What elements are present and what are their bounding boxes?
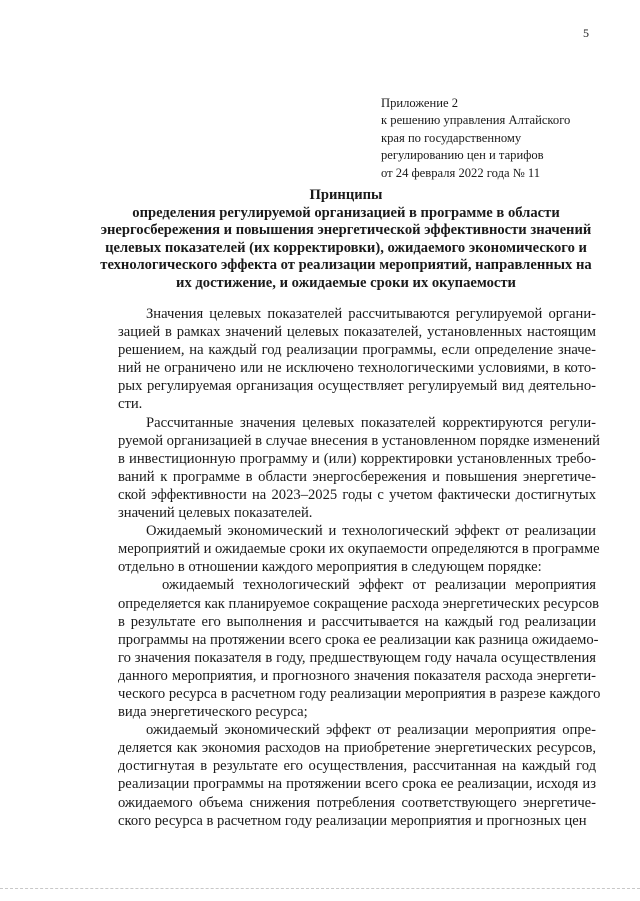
heading-line: целевых показателей (их корректировки), ожидаемого экономического и	[105, 239, 587, 256]
paragraph-line: ожидаемый технологический эффект от реализации мероприятия	[162, 577, 596, 594]
document-body	[118, 305, 601, 830]
heading-line: их достижение, и ожидаемые сроки их окупаемости	[176, 274, 516, 291]
paragraph-line: го значения показателя в году, предшествующем году начала осуществления	[118, 649, 596, 666]
heading-title: Принципы	[309, 187, 383, 203]
paragraph-line: значений целевых показателей.	[118, 505, 313, 522]
paragraph-line: ний не ограничено или не исключено технологическими условиями, в кото-	[118, 360, 596, 377]
paragraph-line: Рассчитанные значения целевых показателей корректируются регули-	[146, 414, 596, 431]
paragraph-line: Ожидаемый экономический и технологический эффект от реализации	[146, 523, 596, 540]
paragraph-line: в инвестиционную программу и (или) корректировки установленных требо-	[118, 450, 596, 467]
paragraph	[118, 721, 596, 830]
paragraph-line: реализации программы на протяжении всего срока ее реализации, исходя из	[118, 776, 596, 793]
paragraph	[118, 414, 600, 523]
heading-line: энергосбережения и повышения энергетической эффективности значений	[100, 222, 592, 239]
paragraph-line: программы на протяжении всего срока ее реализации как разница ожидаемо-	[118, 631, 599, 648]
paragraph-line: отдельно в отношении каждого мероприятия в следующем порядке:	[118, 559, 542, 576]
appendix-line: края по государственному	[381, 130, 522, 145]
paragraph-line: решением, на каждый год реализации программы, если определение значе-	[118, 342, 596, 359]
paragraph-line: сти.	[118, 396, 143, 413]
appendix-line: регулированию цен и тарифов	[381, 148, 544, 163]
paragraph-line: зацией в рамках значений целевых показателей, установленных настоящим	[118, 324, 596, 341]
paragraph-line: руемой организацией в случае внесения в установленном порядке изменений	[118, 432, 600, 449]
paragraph-line: данного мероприятия, и прогнозного значения показателя расхода энергети-	[118, 667, 596, 684]
heading-line: определения регулируемой организацией в программе в области	[132, 204, 560, 221]
paragraph-line: ваний к программе в области энергосбережения и повышения энергетиче-	[118, 468, 596, 485]
heading-line: технологического эффекта от реализации мероприятий, направленных на	[100, 257, 592, 274]
appendix-block	[381, 95, 621, 182]
paragraph-line: рых регулируемая организация осуществляет регулируемый вид деятельно-	[118, 378, 596, 395]
paragraph-line: деляется как экономия расходов на приобретение энергетических ресурсов,	[118, 740, 596, 757]
paragraph-line: Значения целевых показателей рассчитываются регулируемой органи-	[146, 306, 596, 322]
appendix-line: от 24 февраля 2022 года № 11	[381, 165, 541, 180]
paragraph-line: вида энергетического ресурса;	[118, 704, 308, 721]
paragraph	[118, 576, 601, 721]
paragraph	[118, 522, 600, 576]
paragraph-line: в результате его выполнения и рассчитывается на каждый год реализации	[118, 613, 596, 630]
paragraph-line: ожидаемого объема снижения потребления соответствующего энергетиче-	[118, 794, 596, 811]
paragraph-line: ческого ресурса в расчетном году реализации мероприятия в разрезе каждого	[118, 685, 601, 702]
appendix-line: к решению управления Алтайского	[381, 113, 571, 128]
document-heading	[96, 187, 596, 293]
paragraph-line: определяется как планируемое сокращение расхода энергетических ресурсов	[118, 595, 600, 612]
paragraph-line: ского ресурса в расчетном году реализации мероприятия и прогнозных цен	[118, 812, 587, 829]
paragraph	[118, 305, 596, 414]
appendix-line: Приложение 2	[381, 96, 459, 110]
paragraph-line: достигнутая в результате его осуществления, рассчитанная на каждый год	[118, 758, 596, 775]
paragraph-line: мероприятий и ожидаемые сроки их окупаемости определяются в программе	[118, 541, 600, 558]
page-number: 5	[583, 26, 589, 40]
footer-rule	[0, 888, 640, 889]
paragraph-line: ской эффективности на 2023–2025 годы с учетом фактически достигнутых	[118, 486, 596, 503]
paragraph-line: ожидаемый экономический эффект от реализации мероприятия опре-	[146, 722, 596, 739]
